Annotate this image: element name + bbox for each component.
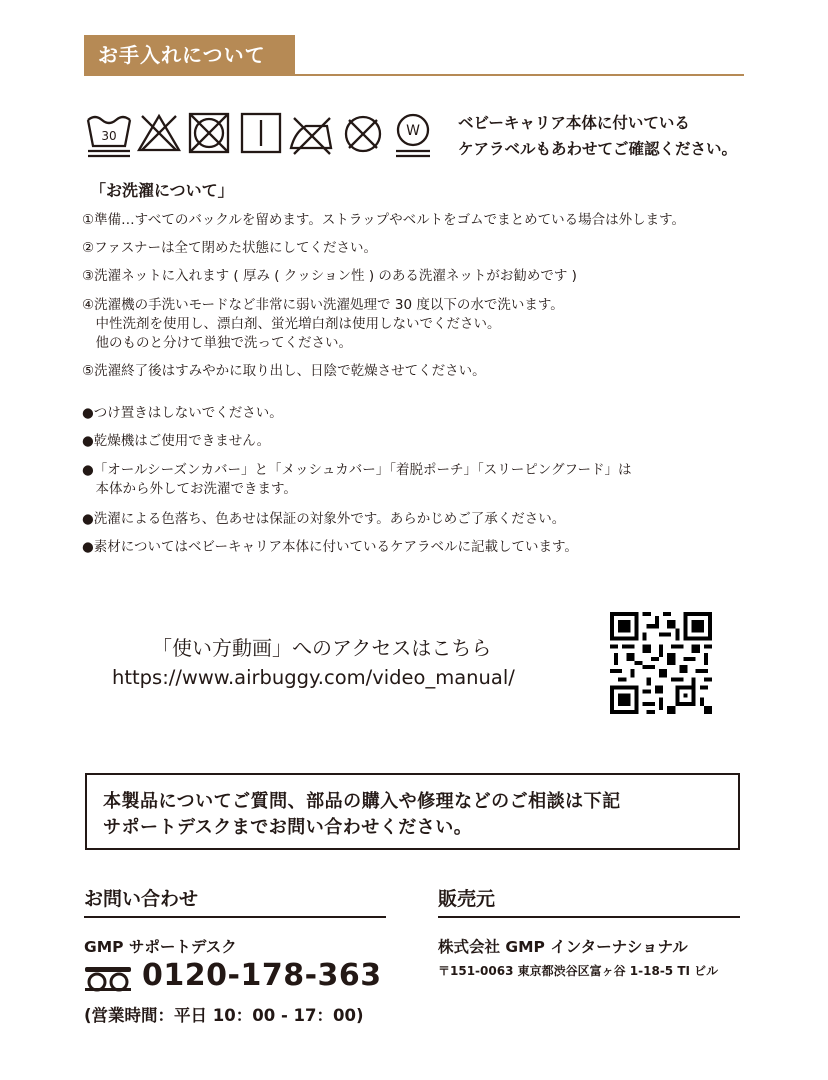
qr-code[interactable] bbox=[610, 612, 712, 714]
note-no-dryer: ●乾燥機はご使用できません。 bbox=[82, 433, 271, 449]
seller-heading: 販売元 bbox=[438, 888, 496, 910]
freedial-icon bbox=[84, 966, 132, 992]
care-label-note: ベビーキャリア本体に付いている ケアラベルもあわせてご確認ください。 bbox=[458, 114, 738, 158]
contact-divider bbox=[84, 916, 386, 918]
care-symbols bbox=[84, 110, 434, 158]
company-address: 〒151-0063 東京都渋谷区富ヶ谷 1-18-5 TI ビル bbox=[438, 964, 719, 978]
seller-divider bbox=[438, 916, 740, 918]
note-fading: ●洗濯による色落ち、色あせは保証の対象外です。あらかじめご了承ください。 bbox=[82, 511, 566, 527]
step-3: ③洗濯ネットに入れます ( 厚み ( クッション性 ) のある洗濯ネットがお勧めです ) bbox=[82, 268, 577, 284]
step-5: ⑤洗濯終了後はすみやかに取り出し、日陰で乾燥させてください。 bbox=[82, 363, 486, 379]
support-notice-box bbox=[85, 773, 740, 850]
washing-title: 「お洗濯について」 bbox=[90, 181, 234, 200]
note-no-soak: ●つけ置きはしないでください。 bbox=[82, 405, 283, 421]
support-notice-text: 本製品についてご質問、部品の購入や修理などのご相談は下記 サポートデスクまでお問い合わせください。 bbox=[103, 791, 621, 838]
line-dry-icon bbox=[236, 110, 286, 158]
no-tumble-dry-icon bbox=[184, 110, 234, 158]
header-divider bbox=[84, 74, 744, 76]
contact-heading: お問い合わせ bbox=[84, 888, 199, 910]
wet-clean-icon bbox=[388, 110, 438, 158]
step-1: ①準備…すべてのバックルを留めます。ストラップやベルトをゴムでまとめている場合は外します。 bbox=[82, 212, 685, 228]
note-covers-cont: 本体から外してお洗濯できます。 bbox=[82, 481, 297, 497]
step-4-cont-2: 他のものと分けて単独で洗ってください。 bbox=[82, 335, 352, 351]
svg-text:W: W bbox=[406, 123, 420, 139]
svg-text:30: 30 bbox=[101, 129, 117, 143]
phone-number[interactable]: 0120-178-363 bbox=[142, 958, 382, 993]
company-name: 株式会社 GMP インターナショナル bbox=[438, 938, 688, 956]
no-bleach-icon bbox=[134, 110, 184, 158]
video-url[interactable]: https://www.airbuggy.com/video_manual/ bbox=[112, 666, 515, 689]
section-header: お手入れについて bbox=[84, 35, 295, 75]
step-4: ④洗濯機の手洗いモードなど非常に弱い洗濯処理で 30 度以下の水で洗います。 bbox=[82, 297, 564, 313]
note-materials: ●素材についてはベビーキャリア本体に付いているケアラベルに記載しています。 bbox=[82, 539, 578, 555]
step-4-cont-1: 中性洗剤を使用し、漂白剤、蛍光増白剤は使用しないでください。 bbox=[82, 316, 501, 332]
support-desk-name: GMP サポートデスク bbox=[84, 938, 237, 956]
wash-tub-30-icon bbox=[84, 110, 134, 158]
no-iron-icon bbox=[286, 110, 336, 158]
business-hours: (営業時間：平日 10：00 - 17：00) bbox=[84, 1006, 364, 1025]
video-caption: 「使い方動画」へのアクセスはこちら bbox=[152, 636, 492, 660]
no-dry-clean-icon bbox=[338, 110, 388, 158]
step-2: ②ファスナーは全て閉めた状態にしてください。 bbox=[82, 240, 378, 256]
note-covers: ●「オールシーズンカバー」と「メッシュカバー」「着脱ポーチ」「スリーピングフード」は bbox=[82, 462, 632, 478]
